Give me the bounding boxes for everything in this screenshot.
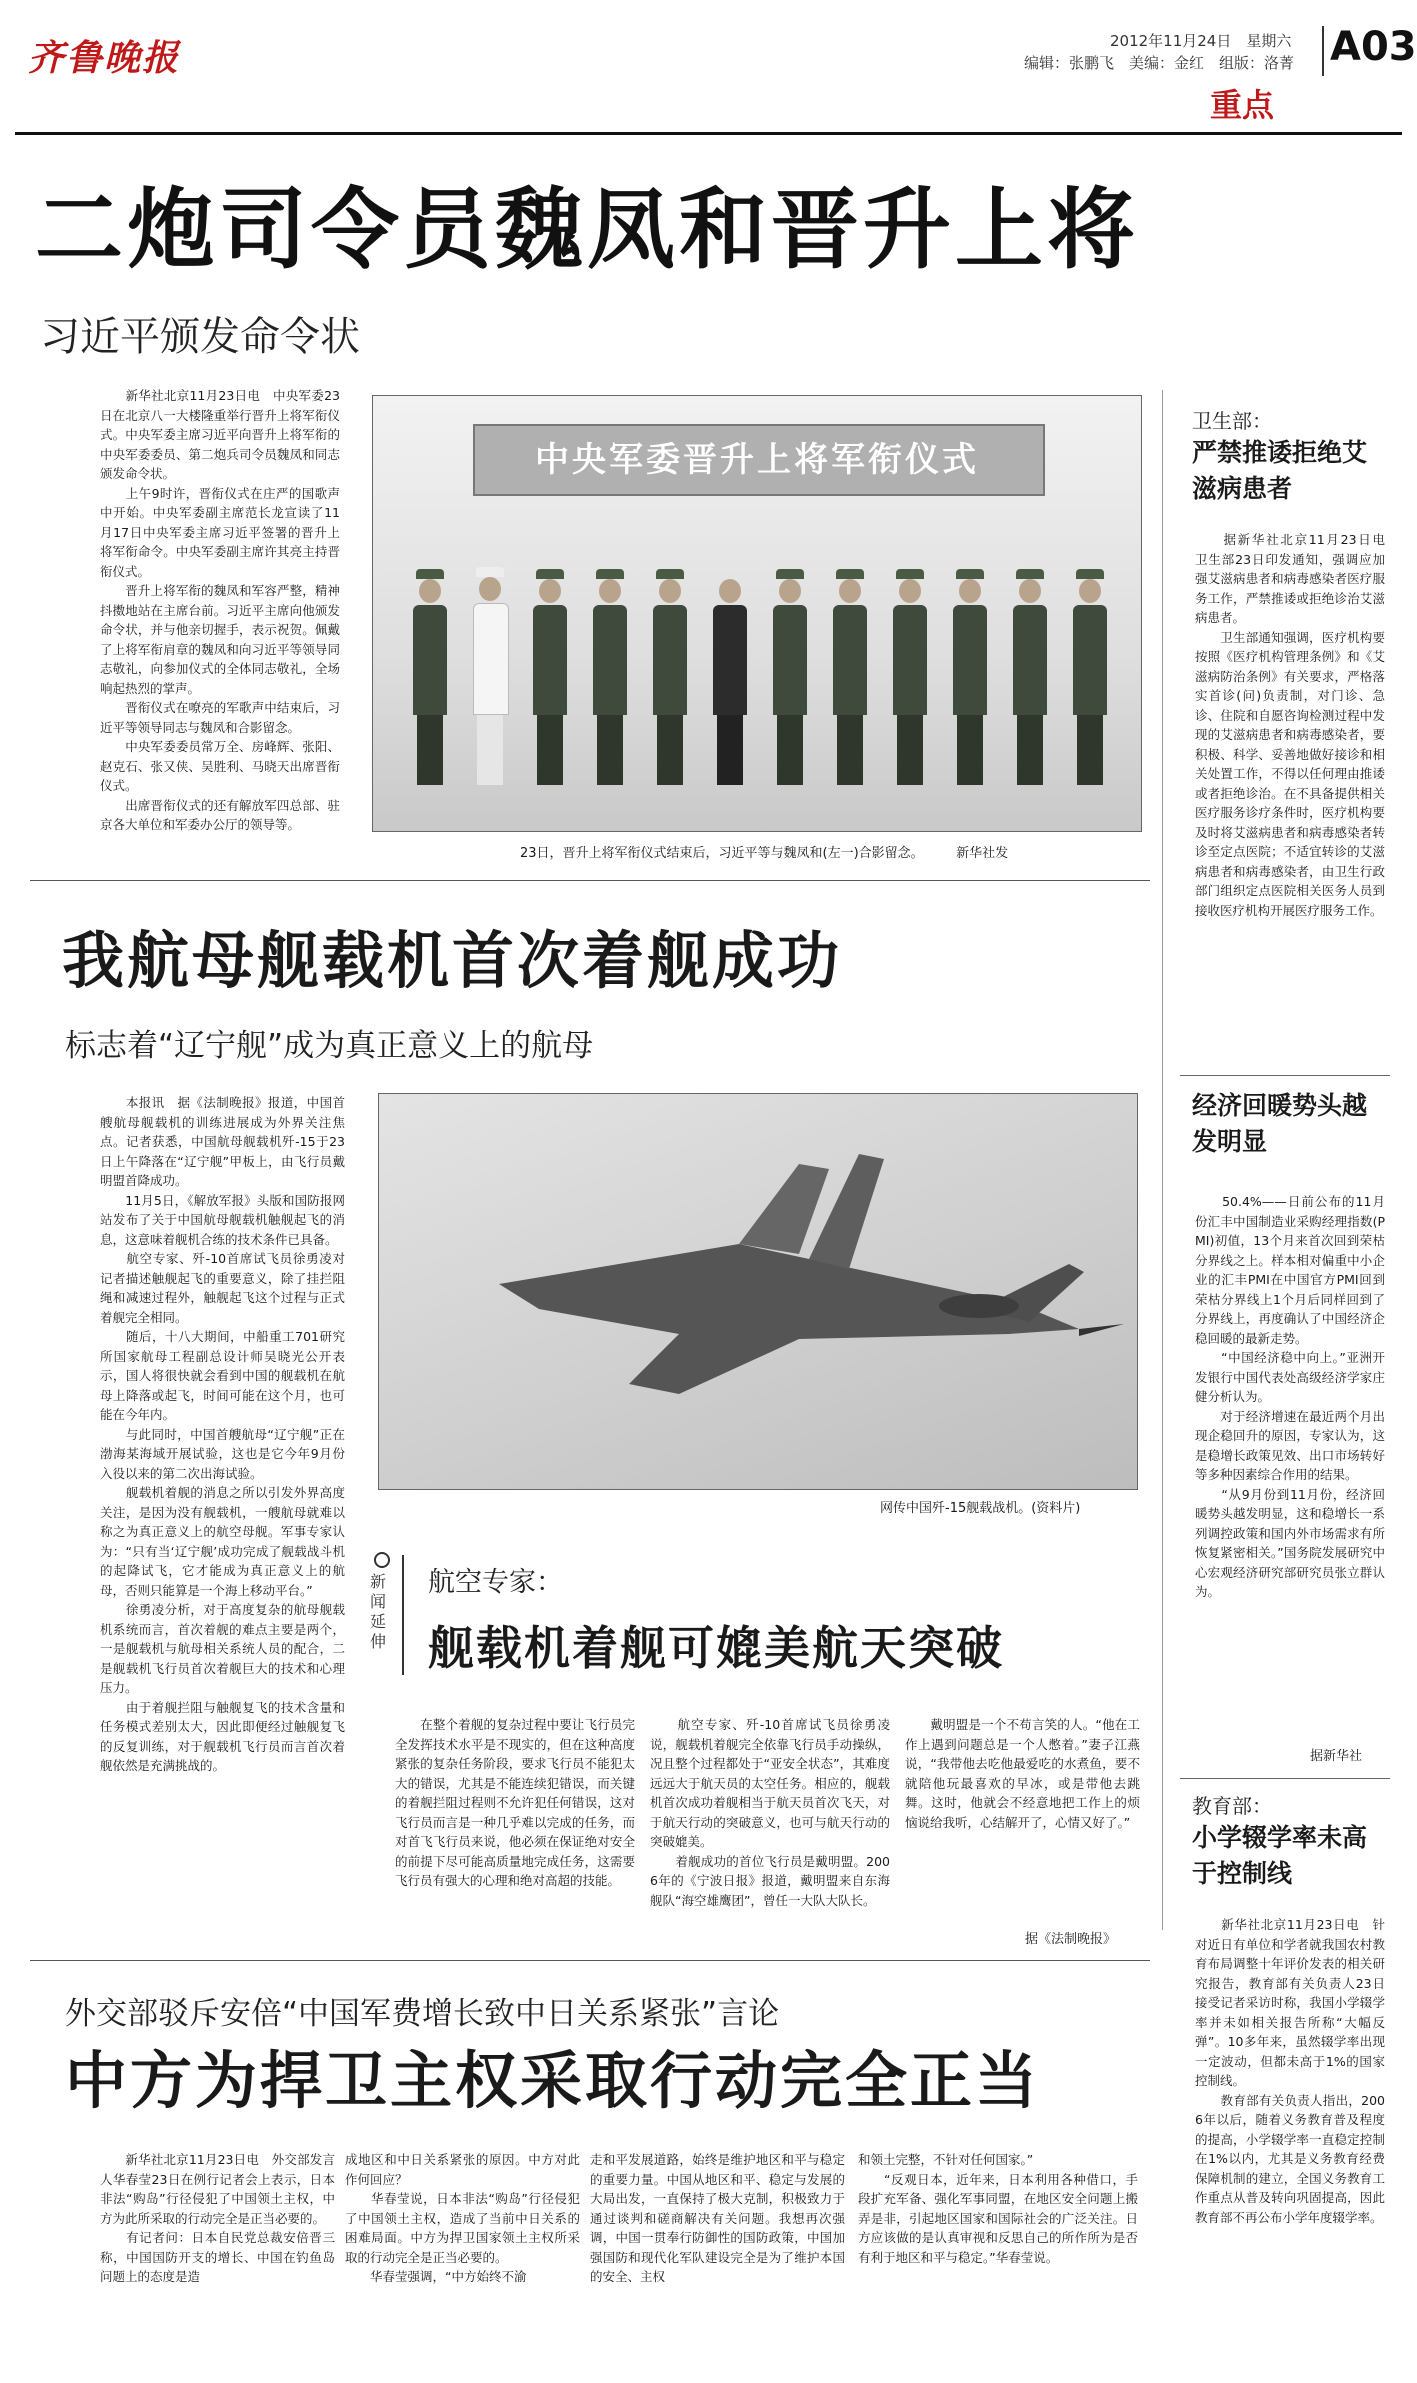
edu-title: 小学辍学率未高于控制线 bbox=[1192, 1823, 1368, 1888]
edu-body: 新华社北京11月23日电 针对近日有单位和学者就我国农村教育布局调整十年评价发表的相关研究报告，教育部有关负责人23日接受记者采访时称，我国小学辍学率并未如相关报告所称“大幅反弹”。10多年来，虽然辍学率出现一定波动，但都未高于1%的国家控制线。 教育部有关负责人指出，2006年以后，随着义务教育普及程度的提高，小学辍学率一直稳定控制在1%以内，尤其是义务教育经费保障机制的建立，全国义务教育工作重点从普及转向巩固提高，因此教育部不再公布小学年度辍学率。 bbox=[1195, 1917, 1385, 2225]
expert-col3: 戴明盟是一个不苟言笑的人。“他在工作上遇到问题总是一个人憋着。”妻子江燕说，“我带他去吃他最爱吃的水煮鱼，要不就陪他玩最喜欢的早冰，或是带他去跳舞。这时，他就会不经意地把工作上的烦恼说给我听，心结解开了，心情又好了。” bbox=[905, 1717, 1140, 1830]
expert-col1: 在整个着舰的复杂过程中要让飞行员完全发挥技术水平是不现实的，但在这种高度紧张的复杂任务阶段，要求飞行员不能犯太大的错误，尤其是不能连续犯错误，而关键的着舰拦阻过程则不允许犯任何错误，这对飞行员而言是一种几乎难以完成的任务，而对首飞飞行员来说，他必须在保证绝对安全的前提下尽可能高质量地完成任务，这需要飞行员有强大的心理和绝对高超的技能。 bbox=[395, 1717, 635, 1888]
health-kicker: 卫生部： bbox=[1192, 409, 1272, 433]
mofa-headline: 中方为捍卫主权采取行动完全正当 bbox=[65, 2044, 1041, 2117]
carrier-headline: 我航母舰载机首次着舰成功 bbox=[62, 924, 843, 997]
mofa-col3: 走和平发展道路，始终是维护地区和平与稳定的重要力量。中国从地区和平、稳定与发展的大局出发，一直保持了极大克制，积极致力于通过谈判和磋商解决有关问题。我想再次强调，中国一贯奉行防御性的国防政策，中国加强国防和现代化军队建设完全是为了维护本国的安全、主权 bbox=[590, 2152, 845, 2284]
section-label: 重点 bbox=[1210, 86, 1275, 124]
officer-figure bbox=[1013, 575, 1047, 785]
officer-figure bbox=[413, 575, 447, 785]
lead-body: 新华社北京11月23日电 中央军委23日在北京八一大楼隆重举行晋升上将军衔仪式。中央军委主席习近平向晋升上将军衔的中央军委委员、第二炮兵司令员魏凤和同志颁发命令状。 上午9时许，晋衔仪式在庄严的国歌声中开始。中央军委副主席范长龙宣读了11月17日中央军委主席习近平签署的晋升上将军衔命令。中央军委副主席许其亮主持晋衔仪式。 晋升上将军衔的魏凤和军容严整，精神抖擞地站在主席台前。习近平主席向他颁发命令状，并与他亲切握手，表示祝贺。佩戴了上将军衔肩章的魏凤和向习近平等领导同志敬礼，向参加仪式的全体同志敬礼，全场响起热烈的掌声。 晋衔仪式在嘹亮的军歌声中结束后，习近平等领导同志与魏凤和合影留念。 中央军委委员常万全、房峰辉、张阳、赵克石、张又侠、吴胜利、马晓天出席晋衔仪式。 出席晋衔仪式的还有解放军四总部、驻京各大单位和军委办公厅的领导等。 bbox=[100, 388, 340, 832]
officer-figure bbox=[713, 579, 747, 785]
mofa-col4: 和领土完整，不针对任何国家。” “反观日本，近年来，日本利用各种借口，手段扩充军备、强化军事同盟，在地区安全问题上搬弄是非，引起地区国家和国际社会的广泛关注。日方应该做的是认真审视和反思自己的所作所为是否有利于地区和平与稳定。”华春莹说。 bbox=[858, 2152, 1138, 2265]
lead-headline: 二炮司令员魏凤和晋升上将 bbox=[35, 178, 1140, 281]
mofa-col2: 成地区和中日关系紧张的原因。中方对此作何回应？ 华春莹说，日本非法“购岛”行径侵犯了中国领土主权，造成了当前中日关系的困难局面。中方为捍卫国家领土主权所采取的行动完全是正当必要的。 华春莹强调，“中方始终不渝 bbox=[345, 2152, 580, 2284]
fighter-jet-photo bbox=[378, 1093, 1138, 1490]
health-title: 严禁推诿拒绝艾滋病患者 bbox=[1192, 438, 1368, 503]
officer-figure bbox=[953, 575, 987, 785]
officer-figure bbox=[533, 575, 567, 785]
editor-credits: 编辑：张鹏飞 美编：金红 组版：洛菁 bbox=[1024, 54, 1295, 72]
officer-figure bbox=[653, 575, 687, 785]
officer-figure bbox=[473, 573, 507, 785]
expert-kicker: 航空专家： bbox=[428, 1567, 563, 1598]
issue-date: 2012年11月24日 星期六 bbox=[1110, 32, 1292, 50]
masthead-rule bbox=[15, 132, 1402, 135]
expert-headline: 舰载机着舰可媲美航天突破 bbox=[428, 1621, 1004, 1675]
news-extension-bullet bbox=[374, 1552, 390, 1568]
expert-source: 据《法制晚报》 bbox=[1025, 1932, 1117, 1947]
fighter-jet-icon bbox=[379, 1094, 1137, 1489]
officer-figure bbox=[893, 575, 927, 785]
section-rule bbox=[30, 1960, 1150, 1961]
econ-title: 经济回暖势头越发明显 bbox=[1192, 1091, 1368, 1156]
sidebar-divider bbox=[1162, 390, 1163, 1930]
officer-figure bbox=[593, 575, 627, 785]
officer-figure bbox=[773, 575, 807, 785]
masthead-logo: 齐鲁晚报 bbox=[28, 37, 181, 79]
ceremony-caption: 23日，晋升上将军衔仪式结束后，习近平等与魏凤和(左一)合影留念。 新华社发 bbox=[520, 846, 1009, 861]
ceremony-photo bbox=[372, 395, 1142, 832]
econ-body: 50.4%——日前公布的11月份汇丰中国制造业采购经理指数(PMI)初值，13个月来首次回到荣枯分界线之上。样本相对偏重中小企业的汇丰PMI在中国官方PMI回到荣枯分界线上1个月后同样回到了分界线上，再度确认了中国经济企稳回暖的最新走势。 “中国经济稳中向上。”亚洲开发银行中国代表处高级经济学家庄健分析认为。 对于经济增速在最近两个月出现企稳回升的原因，专家认为，这是稳增长政策见效、出口市场转好等多种因素综合作用的结果。 “从9月份到11月份，经济回暖势头越发明显，这和稳增长一系列调控政策和国内外市场需求有所恢复紧密相关。”国务院发展研究中心宏观经济研究部研究员张立群认为。 bbox=[1195, 1194, 1385, 1599]
carrier-subhead: 标志着“辽宁舰”成为真正意义上的航母 bbox=[65, 1028, 594, 1064]
edu-kicker: 教育部： bbox=[1192, 1794, 1272, 1818]
econ-source: 据新华社 bbox=[1310, 1749, 1363, 1764]
section-rule bbox=[30, 880, 1150, 881]
officer-figure bbox=[833, 575, 867, 785]
expert-divider bbox=[402, 1555, 404, 1675]
lead-subhead: 习近平颁发命令状 bbox=[40, 314, 360, 360]
masthead-divider bbox=[1322, 26, 1324, 76]
news-extension-tag bbox=[370, 1552, 396, 1652]
fighter-jet-caption: 网传中国歼-15舰载战机。(资料片) bbox=[880, 1501, 1081, 1516]
expert-col2: 航空专家、歼-10首席试飞员徐勇凌说，舰载机着舰完全依靠飞行员手动操纵，况且整个过程都处于“亚安全状态”，其难度远远大于航天员的太空任务。相应的，舰载机首次成功着舰相当于航天员首次飞天，对于航天行动的突破意义，也可与航天行动的突破媲美。 着舰成功的首位飞行员是戴明盟。2006年的《宁波日报》报道，戴明盟来自东海舰队“海空雄鹰团”，曾任一大队大队长。 bbox=[650, 1717, 890, 1908]
health-body: 据新华社北京11月23日电 卫生部23日印发通知，强调应加强艾滋病患者和病毒感染者医疗服务工作，严禁推诿或拒绝诊治艾滋病患者。 卫生部通知强调，医疗机构要按照《医疗机构管理条例》和《艾滋病防治条例》有关要求，严格落实首诊(问)负责制，对门诊、急诊、住院和自愿咨询检测过程中发现的艾滋病患者和病毒感染者，要积极、科学、妥善地做好接诊和相关处置工作，不得以任何理由推诿或者拒绝诊治。在不具备提供相关医疗服务诊疗条件时，医疗机构要及时将艾滋病患者和病毒感染者转诊至定点医院；不适宜转诊的艾滋病患者和病毒感染者，由卫生行政部门组织定点医院相关医务人员到接收医疗机构开展医疗服务工作。 bbox=[1195, 532, 1385, 918]
page-number: A03 bbox=[1330, 24, 1417, 70]
sidebar-rule bbox=[1180, 1075, 1390, 1076]
ceremony-banner-text: 中央军委晋升上将军衔仪式 bbox=[535, 440, 979, 480]
sidebar-rule bbox=[1180, 1778, 1390, 1779]
officer-figure bbox=[1073, 575, 1107, 785]
mofa-kicker: 外交部驳斥安倍“中国军费增长致中日关系紧张”言论 bbox=[65, 1996, 780, 2032]
news-extension-label: 新闻延伸 bbox=[370, 1572, 387, 1651]
carrier-body: 本报讯 据《法制晚报》报道，中国首艘航母舰载机的训练进展成为外界关注焦点。记者获悉，中国航母舰载机歼-15于23日上午降落在“辽宁舰”甲板上，由飞行员戴明盟首降成功。 11月5日，《解放军报》头版和国防报网站发布了关于中国航母舰载机触舰起飞的消息，这意味着舰机合练的技术条件已具备。 航空专家、歼-10首席试飞员徐勇凌对记者描述触舰起飞的重要意义，除了挂拦阻绳和减速过程外，触舰起飞这个过程与正式着舰完全相同。 随后，十八大期间，中船重工701研究所国家航母工程副总设计师吴晓光公开表示，国人将很快就会看到中国的舰载机在航母上降落或起飞，时间可能在这个月，也可能在今年内。 与此同时，中国首艘航母“辽宁舰”正在渤海某海域开展试验，这也是它今年9月份入役以来的第二次出海试验。 舰载机着舰的消息之所以引发外界高度关注，是因为没有舰载机，一艘航母就难以称之为真正意义上的航空母舰。军事专家认为：“只有当‘辽宁舰’成功完成了舰载战斗机的起降试飞，它才能成为真正意义上的航母，否则只能算是一个海上移动平台。” 徐勇凌分析，对于高度复杂的航母舰载机系统而言，首次着舰的难点主要是两个，一是舰载机与航母相关系统人员的配合，二是舰载机飞行员首次着舰巨大的技术和心理压力。 由于着舰拦阻与触舰复飞的技术含量和任务模式差别太大，因此即便经过触舰复飞的反复训练，对于舰载机飞行员而言首次着舰依然是充满挑战的。 bbox=[100, 1095, 345, 1773]
mofa-col1: 新华社北京11月23日电 外交部发言人华春莹23日在例行记者会上表示，日本非法“购岛”行径侵犯了中国领土主权，中方为此所采取的行动完全是正当必要的。 有记者问：日本自民党总裁安倍晋三称，中国国防开支的增长、中国在钓鱼岛问题上的态度是造 bbox=[100, 2152, 335, 2284]
